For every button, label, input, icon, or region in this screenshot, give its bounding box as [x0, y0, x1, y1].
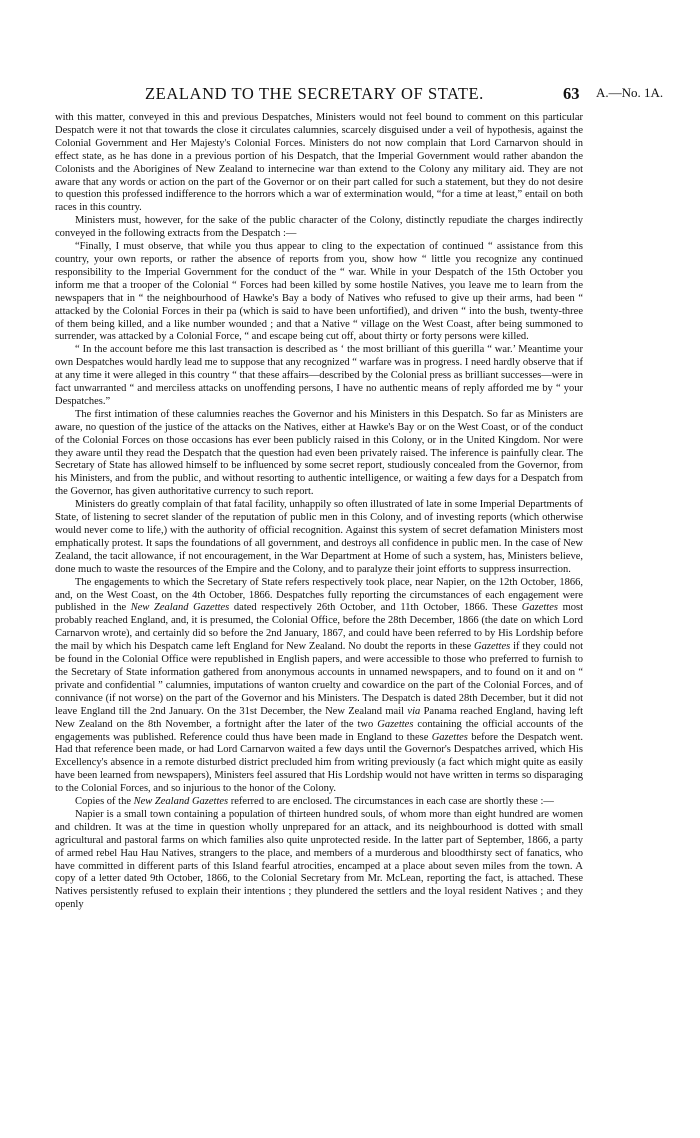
- body-text: [55, 112, 583, 912]
- quoted-paragraph: “ In the account before me this last transaction is described as ‘ the most brilliant of this guerilla “ war.’ Meantime your own Despatches would hardly lead me to suppose that any recognized “ warfare was in progress. I need hardly observe that if at any time it were alleged in this country “ that these affairs—described by the Colonial press as brilliant successes—were in fact unwarranted “ and merciless attacks on unoffending persons, I have no authentic means of reply afforded me by “ your Despatches.”: [55, 344, 583, 407]
- quoted-paragraph: “Finally, I must observe, that while you thus appear to cling to the expectation of continued “ assistance from this country, your own reports, or rather the absence of reports from you, show how “ little you recognize any continued responsibility to the Imperial Government for the conduct of the “ war. While in your Despatch of the 15th October you inform me that a trooper of the Colonial “ Forces had been killed by some hostile Natives, you leave me to learn from the newspapers that in “ the neighbourhood of Hawke's Bay a body of Natives who refused to give up their arms, had been “ attacked by the Colonial Forces in their pa (which is said to have been unfortified), and driven “ into the bush, twenty-three of them being killed, and a like number wounded ; and that a Native “ village on the West Coast, after being summoned to surrender, was attacked by a Colonial Force, “ and escape being cut off, about thirty or forty persons were killed.: [55, 241, 583, 343]
- paragraph: Ministers must, however, for the sake of the public character of the Colony, distinctly repudiate the charges indirectly conveyed in the following extracts from the Despatch :—: [55, 215, 583, 240]
- paragraph: The engagements to which the Secretary of State refers respectively took place, near Napier, on the 12th October, 1866, and, on the West Coast, on the 4th October, 1866. Despatches fully reporting the circumstances of each engagement were published in the New Zealand Gazettes dated respectively 26th October, and 11th October, 1866. These Gazettes most probably reached England, and, it is presumed, the Colonial Office, before the 28th December, 1866 (the date on which Lord Carnarvon wrote), and certainly did so before the 2nd January, 1867, and could have been referred to by His Lordship before the mail by which his Despatch came left England for New Zealand. No doubt the reports in these Gazettes if they could not be found in the Colonial Office were republished in English papers, and were accessible to those who preferred to furnish to the Secretary of State information gathered from anonymous accounts in unnamed newspapers, and to found on it and on “ private and confidential ” calumnies, imputations of wanton cruelty and cowardice on the part of the Colonial Forces, and of connivance (if not worse) on the part of the Governor and his Ministers. The Despatch is dated 28th December, but it did not leave England till the 2nd January. On the 31st December, the New Zealand mail via Panama reached England, having left New Zealand on the 8th November, a fortnight after the later of the two Gazettes containing the official accounts of the engagements was published. Reference could thus have been made in England to these Gazettes before the Despatch went. Had that reference been made, or had Lord Carnarvon waited a few days until the Governor's Despatches arrived, which His Excellency's absence in a remote disturbed district precluded him from writing previously (a fact which might quite as easily have been learned from newspapers), Ministers feel assured that His Lordship would not have written in terms so disparaging to the Colonial Forces, and so injurious to the honor of the Colony.: [55, 576, 584, 795]
- block-quote: [55, 241, 583, 409]
- paragraph: with this matter, conveyed in this and previous Despatches, Ministers would not feel bound to comment on this particular Despatch were it not that towards the close it circulates calumnies, scarcely disguised under a veil of hypothesis, against the Colonial Government and Her Majesty's Colonial Forces. Ministers do not now complain that Lord Carnarvon should in effect state, as he has done in a previous portion of his Despatch, that the Imperial Government would rather abandon the Colonists and the Aborigines of New Zealand to internecine war than extend to the Colony any military aid. They are not aware that any words or action on the part of the Governor or on their part called for such a statement, but they do not desire to question this professed indifference to the horrors which a war of extermination would, “for a time at least,” entail on both races in this country.: [55, 112, 583, 214]
- paragraph: The first intimation of these calumnies reaches the Governor and his Ministers in this Despatch. So far as Ministers are aware, no question of the justice of the attacks on the Natives, either at Hawke's Bay or on the West Coast, or of the conduct of the Colonial Forces on those occasions has ever been publicly raised in this Colony, or in the United Kingdom. Nor were they aware until they read the Despatch that the question had even been privately raised. The inference is painfully clear. The Secretary of State has allowed himself to be influenced by some secret report, studiously concealed from the Governor, from his Ministers, and from the public, and without resorting to authentic intelligence, or waiting a few days for a Despatch from the Governor, has given authoritative currency to such report.: [55, 408, 583, 498]
- page-number: 63: [563, 84, 580, 103]
- running-header: [0, 84, 700, 106]
- document-reference: A.—No. 1A.: [596, 85, 664, 100]
- paragraph: Copies of the New Zealand Gazettes referred to are enclosed. The circumstances in each case are shortly these :—: [75, 796, 554, 808]
- paragraph: Napier is a small town containing a population of thirteen hundred souls, of whom more than eight hundred are women and children. It was at the time in question wholly unprepared for an attack, and its neighbourhood is dotted with small agricultural and pastoral farms on which families also quite unprotected reside. In the latter part of September, 1866, a party of armed rebel Hau Hau Natives, strangers to the place, and members of a murderous and bloodthirsty sect of fanatics, who have committed in different parts of this Island fearful atrocities, encamped at a place about seven miles from the town. A copy of a letter dated 9th October, 1866, to the Colonial Secretary from Mr. McLean, reporting the fact, is attached. These Natives persistently refused to explain their intentions ; they plundered the settlers and the loyal resident Natives ; and they openly: [55, 808, 583, 911]
- paragraph: Ministers do greatly complain of that fatal facility, unhappily so often illustrated of late in some Imperial Departments of State, of listening to secret slander of the reputation of public men in this Colony, and of investing reports (which otherwise would never come to life,) with the authority of official recognition. Against this system of secret defamation Ministers most emphatically protest. It saps the foundations of all government, and destroys all confidence in public men. In the case of New Zealand, the tacit allowance, if not encouragement, in the War Department at Home of such a system, has, Ministers believe, done much to waste the resources of the Empire and the Colony, and to paralyze their joint efforts to suppress insurrection.: [55, 499, 583, 575]
- running-title: ZEALAND TO THE SECRETARY OF STATE.: [145, 84, 484, 103]
